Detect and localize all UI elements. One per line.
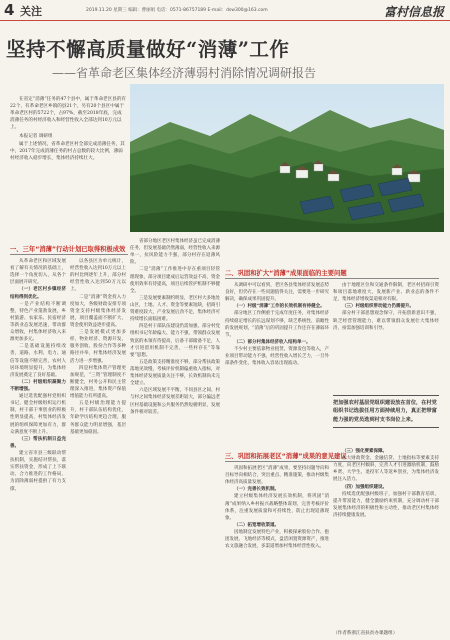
article-byline: （作者系浙江省扶贫办课题组） xyxy=(333,631,398,636)
section-title-2: 二、巩固和扩大“消薄”成果面临的主要问题 xyxy=(225,270,347,277)
text-column-3: 省部分地区老区村集体经济虽已完成消薄任务，但发展基础仍然薄弱，经营性收入来源单一，抗风险能力不强，部分村存在返薄风险。 二是“消薄”工作推进中存在重项目轻管理现象，部分项目建成后运营效益不高，资金使用效率有待提高，项目后续管护机制不够健全。 三是发展要素制约明显，老区村大多地处山区，土地、人才、资金等要素短缺，招商引资难度较大，产业发展后劲不足，集体经济可持续增长面临困难。 四是村干部队伍建设仍需加强，部分村党组织书记年龄偏大、能力不强，带领群众发展致富的本领有待提高，后备干部储备不足，人才引进留用机制不完善，一些村存在“等靠要”思想。 五是政策支持精准度不够，部分帮扶政策落地见效慢，考核评价机制偏重收入指标，对集体经济发展质量关注不够，长效机制尚未完全建立。 六是区域发展不平衡，不同县区之间、村与村之间集体经济发展差距较大，部分偏远老区村基础设施和公共服务仍然短板明显，发展条件相对较差。 xyxy=(130,239,220,415)
section-title-1: 一、三年“消薄”行动计划已取得积极成效 xyxy=(10,246,126,253)
text-column-7: （三）强化要素保障。 加大财政资金、金融信贷、土地指标等要素支持力度，向老区村倾斜，完善人才引进激励机制，鼓励乡贤、大学生、退役军人等返乡创业，为集体经济发展注入活力。 （四）加强组织建设。 持续选优配强村级班子，加强村干部教育培训，提升带富能力，健全激励约束机制，充分调动村干部发展集体经济的积极性和主动性，推动老区村集体经济持续健康发展。 xyxy=(333,449,439,518)
page-header xyxy=(0,0,450,21)
newspaper-brand: 富村信息报 xyxy=(383,5,444,19)
text-column-5: 由于地理区位和交通条件限制，老区村招商引资和项目落地难度大，发展新产业、新业态的条件不足，集体经济增收渠道相对有限。 （三）村级组织带动能力仍需提升。 部分村干部思想观念保守，开拓创新意识不强，缺乏经营管理能力，难以带领群众发展壮大集体经济，亟需加强培训和引导。 xyxy=(333,283,439,331)
village-landscape-image xyxy=(130,84,444,232)
issue-meta: 2019.11.20 星期三 编辑：曹丽娟 电话：0571-86757189 E-mail：dsw300@163.com xyxy=(86,8,268,13)
page-number: 4 xyxy=(4,1,15,19)
village-photo xyxy=(130,84,444,232)
article-headline: 坚持不懈高质量做好“消薄”工作 xyxy=(6,38,290,61)
intro-paragraph-filler: 属于上述情况，省革命老区村全部完成消薄任务，其中，2017年完成消薄任务的村占总数的较大比例，薄弱村经济收入稳步增长，集体经济持续壮大。 xyxy=(10,141,125,161)
article-subhead: ——省革命老区集体经济薄弱村消除情况调研报告 xyxy=(52,66,317,80)
article-intro xyxy=(10,96,126,163)
intro-paragraph: 在省定“消薄”任务的47个县中，属于革命老区县的有22个，有革命老区乡镇的县21个，另有20个县区中属于革命老区村的5722个，占97%，截至2018年底，完成消薄任务的村经济收入和经营性收入全部达到10万元以上。 xyxy=(10,97,127,131)
section-rule-2 xyxy=(225,278,439,279)
text-column-1: 从革命老区和区域发展看了解有关情况的基础上，选择一个角度切入，从各个层面展开研究。 （一）老区村乡镇经济结构得到优化。 一是产业结构不断调整，特色产业蓬勃发展，乡村旅游、农家乐、民宿经济等新业态发展迅速，带动群众增收，村集体经济收入来源更加多元。 二是基础设施持续改善，道路、水利、电力、通信等设施不断完善，农村人居环境明显提升，为集体经济发展奠定了良好基础。 （二）村级组织凝聚力不断增强。 通过选优配强村党组织书记，健全村级组织运行机制，村干部干事创业的积极性明显提高，村集体经济发展的组织保障更加有力，群众满意度不断上升。 （三）帮扶机制日益完善。 建立省市县三级联动帮扶机制，实施结对帮扶，落实帮扶资金，形成了上下联动、合力推进的工作格局，为消除薄弱村提供了有力支撑。 xyxy=(10,259,66,492)
text-column-4: 从调研中可以看到，老区各县集体经济发展态势良好，但仍存在一些问题值得关注，需要进一步研究解决，确保成果巩固提升。 （一）村级“消薄”工作的长效机制有待健全。 部分地区工作侧重于完成年度任务，对集体经济持续稳定增长的长远谋划不够，缺乏系统性、前瞻性的发展规划，“消薄”后的巩固提升工作还存在薄弱环节。 （二）部分村集体经济收入结构单一。 不少村主要依靠物业租赁、资源发包等收入，产业项目带动能力不强，经营性收入增长乏力，一旦外部条件变化，集体收入容易出现波动。 xyxy=(225,283,329,367)
pull-quote: 把加强农村基层党组织建设放在首位，在村党组织书记选拔任用方面持续用力，真正把带富能力强的党员选到村支书岗位上来。 xyxy=(333,395,439,428)
intro-byline: 本报记者 调研组 xyxy=(19,133,53,139)
section-name: 关注 xyxy=(20,5,42,18)
text-column-2: 以各县区为单元统计，经营性收入达到10万元以上的村比例逐年上升，部分村经营性收入达到50万元以上。 二是“消薄”资金投入力度加大，各级财政安排专项资金支持村级集体经济发展，项目覆盖面不断扩大，资金使用效益逐步提高。 三是发展模式更加多样，物业经济、资源开发、服务创收、股份合作等多种路径并举，村集体经济发展活力进一步增强。 四是村集体资产管理更加规范，“三资”管理制度不断健全，村务公开和民主管理深入推进，集体资产保值增值能力有所提高。 五是村级治理能力提升，村干部队伍结构优化，年龄学历结构更趋合理，服务群众能力明显增强，基层基础更加稳固。 xyxy=(70,259,126,435)
section-title-3: 三、巩固和拓展老区“消薄”成果的意见建议 xyxy=(225,453,347,460)
text-column-6: 巩固和拓展老区“消薄”成果，要坚持问题导向和目标导向相结合，突出重点、精准施策，推动村级集体经济高质量发展。 （一）完善长效机制。 建立村级集体经济发展长效机制，将巩固“消薄”成果纳入乡村振兴战略整体谋划，完善考核评价体系，注重发展质量和可持续性，防止出现返薄现象。 （二）拓宽增收渠道。 因地制宜发展特色产业，积极探索股份合作、抱团发展、飞地经济等模式，盘活闲置资源资产，推进农文旅融合发展，多渠道增加村集体经营性收入。 xyxy=(225,466,329,550)
section-rule-1 xyxy=(10,254,128,255)
